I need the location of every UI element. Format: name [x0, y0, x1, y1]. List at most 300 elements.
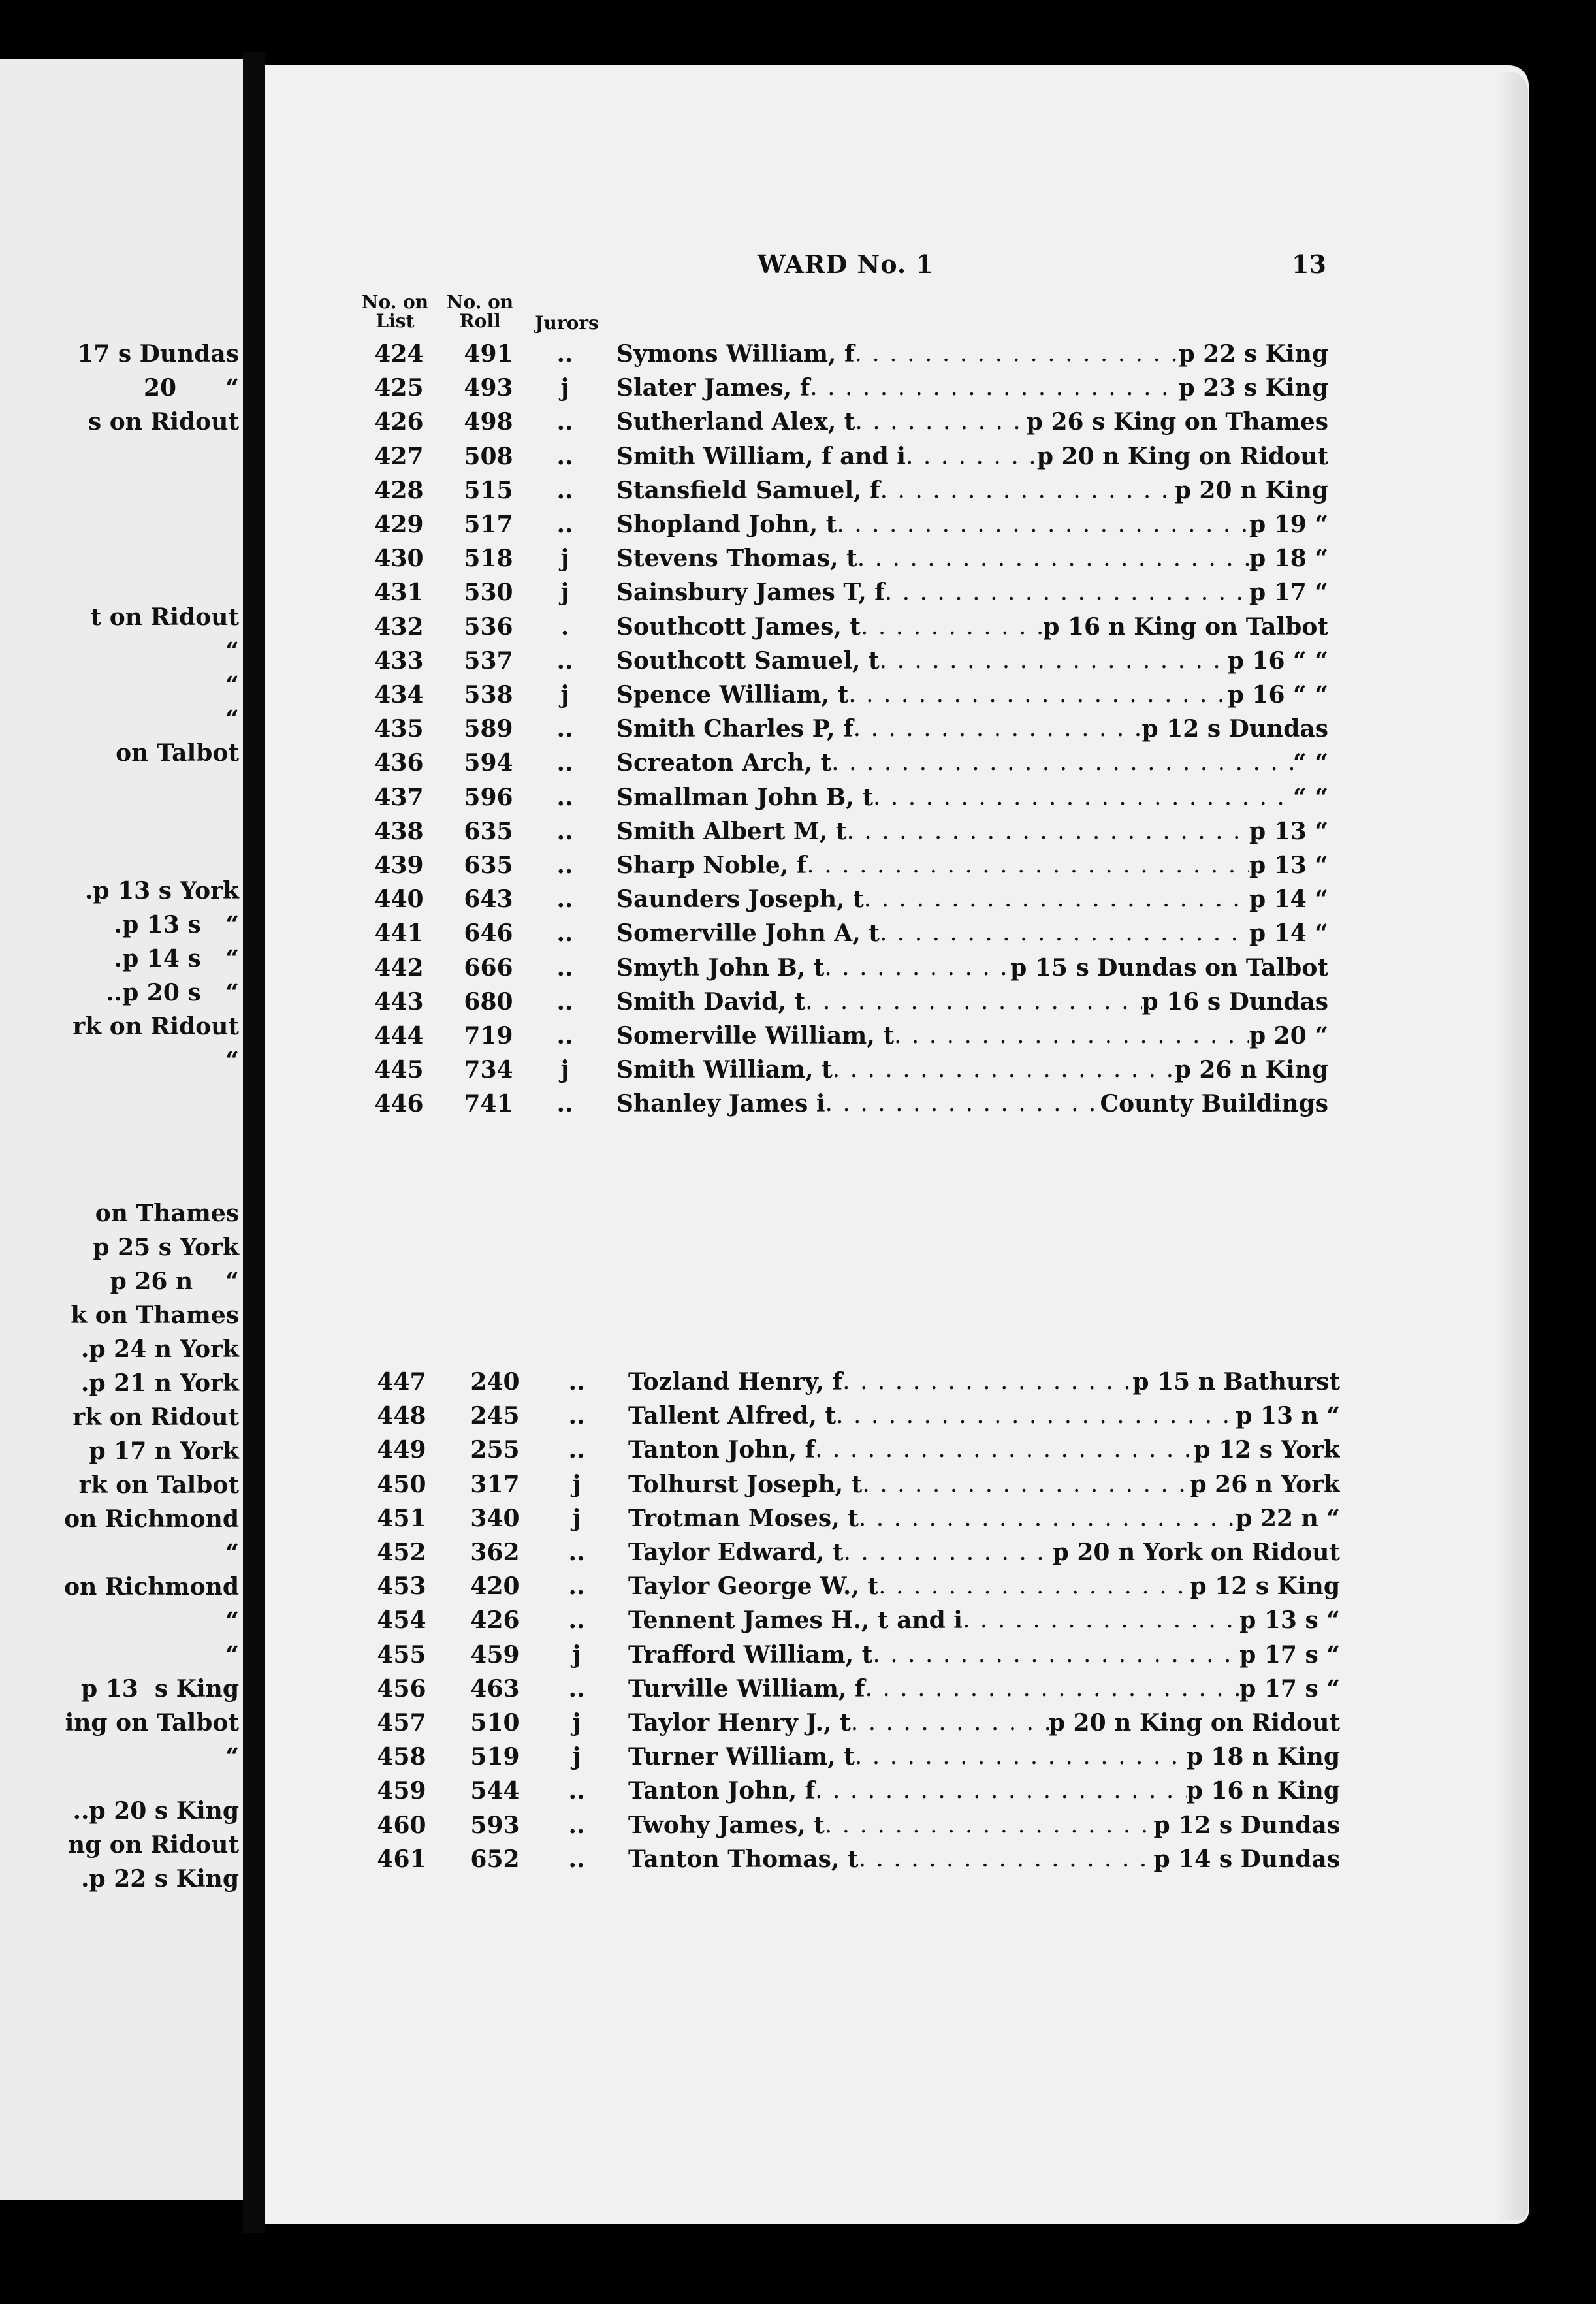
juror-mark: ..	[568, 1674, 585, 1703]
previous-page-line: rk on Talbot	[78, 1471, 239, 1499]
previous-page-line: .p 22 s King	[81, 1864, 239, 1893]
list-number: 443	[374, 987, 424, 1016]
voter-entry	[616, 473, 1328, 507]
dot-leader	[880, 644, 1228, 678]
list-number: 451	[377, 1504, 426, 1532]
roll-number: 517	[464, 511, 513, 538]
roll-number: 646	[464, 920, 513, 948]
voter-address: p 15 s Dundas on Talbot	[1010, 953, 1328, 982]
list-number: 437	[374, 783, 424, 811]
ward-heading: WARD No. 1	[758, 249, 934, 279]
voter-name: Smyth John B, t	[616, 953, 825, 982]
list-number: 449	[377, 1436, 426, 1464]
voter-address: p 17 s “	[1239, 1674, 1340, 1703]
list-number: 440	[374, 886, 424, 914]
voter-address: p 12 s York	[1194, 1436, 1340, 1464]
voter-entry	[628, 1638, 1340, 1672]
roll-number: 493	[464, 374, 513, 402]
previous-page-line: on Talbot	[116, 739, 239, 767]
voter-row	[0, 1467, 1596, 1501]
dot-leader	[854, 337, 1178, 371]
voter-address: p 22 s King	[1178, 340, 1328, 368]
previous-page-line: ing on Talbot	[65, 1708, 239, 1736]
voter-address: p 12 s Dundas	[1153, 1811, 1340, 1839]
voter-name: Saunders Joseph, t	[616, 886, 864, 914]
voter-row	[0, 1808, 1596, 1842]
voter-row	[0, 507, 1596, 541]
juror-mark: ..	[556, 817, 573, 845]
dot-leader	[833, 1053, 1175, 1087]
juror-mark: ..	[568, 1539, 585, 1566]
roll-number: 245	[470, 1402, 520, 1430]
list-number: 461	[377, 1845, 426, 1873]
list-number: 424	[374, 340, 424, 368]
roll-number: 680	[464, 987, 513, 1016]
juror-mark: j	[572, 1709, 581, 1736]
voter-entry	[628, 1535, 1340, 1569]
juror-mark: j	[572, 1504, 581, 1532]
voter-address: p 17 s “	[1239, 1640, 1340, 1669]
voter-address: p 16 “ “	[1227, 647, 1328, 675]
list-number: 438	[374, 817, 424, 845]
list-number: 453	[377, 1573, 426, 1601]
juror-mark: ..	[568, 1368, 585, 1396]
voter-name: Tanton John, f	[628, 1777, 816, 1805]
voter-entry	[616, 507, 1328, 541]
voter-name: Twohy James, t	[628, 1811, 825, 1839]
previous-page-line: s on Ridout	[88, 408, 239, 436]
voter-address: p 16 s Dundas	[1141, 987, 1328, 1016]
list-number: 430	[374, 545, 424, 573]
dot-leader	[861, 610, 1043, 644]
voter-entry	[628, 1706, 1340, 1740]
roll-number: 734	[464, 1056, 513, 1084]
voter-row	[0, 780, 1596, 814]
voter-row	[0, 1638, 1596, 1672]
juror-mark: ..	[556, 783, 573, 811]
juror-mark: ..	[556, 953, 573, 982]
voter-row	[0, 1365, 1596, 1399]
voter-entry	[616, 951, 1328, 985]
voter-name: Stansfield Samuel, f	[616, 476, 880, 504]
juror-mark: ..	[568, 1573, 585, 1601]
voter-row	[0, 951, 1596, 985]
roll-number: 643	[464, 886, 513, 914]
column-header-roll: No. on Roll	[446, 291, 514, 332]
dot-leader	[848, 678, 1227, 712]
voter-entry	[616, 1019, 1328, 1053]
previous-page-line: k on Thames	[71, 1301, 239, 1329]
voter-entry	[628, 1501, 1340, 1535]
voter-entry	[616, 746, 1328, 780]
voter-row	[0, 1019, 1596, 1053]
voter-entry	[616, 644, 1328, 678]
dot-leader	[854, 712, 1142, 746]
previous-page-line: on Thames	[95, 1199, 239, 1227]
voter-address: County Buildings	[1100, 1090, 1328, 1118]
voter-name: Smith William, t	[616, 1056, 833, 1084]
roll-number: 510	[470, 1709, 520, 1736]
dot-leader	[894, 1019, 1249, 1053]
roll-number: 498	[464, 408, 513, 436]
list-number: 444	[374, 1022, 424, 1049]
voter-row	[0, 1774, 1596, 1808]
voter-entry	[628, 1842, 1340, 1876]
voter-entry	[628, 1433, 1340, 1467]
voter-name: Somerville John A, t	[616, 920, 880, 948]
roll-number: 635	[464, 817, 513, 845]
voter-row	[0, 746, 1596, 780]
voter-address: p 16 n King	[1186, 1777, 1340, 1805]
voter-address: p 20 n King on Ridout	[1036, 442, 1328, 470]
juror-mark: ..	[568, 1777, 585, 1805]
dot-leader	[806, 848, 1249, 882]
voter-name: Tallent Alfred, t	[628, 1402, 837, 1430]
voter-name: Taylor Edward, t	[628, 1539, 844, 1566]
voter-address: p 20 n King	[1174, 476, 1328, 504]
column-header-list: No. on List	[361, 291, 429, 332]
voter-row	[0, 985, 1596, 1019]
previous-page-line: rk on Ridout	[72, 1403, 239, 1431]
roll-number: 255	[470, 1436, 520, 1464]
list-number: 434	[374, 681, 424, 709]
voter-entry	[628, 1569, 1340, 1603]
previous-page-line: “	[225, 1607, 239, 1635]
voter-name: Somerville William, t	[616, 1022, 894, 1049]
voter-address: “ “	[1293, 749, 1328, 777]
voter-name: Smallman John B, t	[616, 783, 873, 811]
list-number: 458	[377, 1743, 426, 1771]
list-number: 442	[374, 953, 424, 982]
voter-row	[0, 678, 1596, 712]
voter-row	[0, 1672, 1596, 1706]
voter-address: p 13 “	[1249, 852, 1328, 879]
voter-entry	[616, 1053, 1328, 1087]
voter-name: Turner William, t	[628, 1743, 855, 1771]
voter-entry	[628, 1603, 1340, 1637]
voter-entry	[616, 678, 1328, 712]
juror-mark: ..	[556, 476, 573, 504]
juror-mark: j	[560, 681, 569, 709]
voter-name: Spence William, t	[616, 681, 849, 709]
voter-entry	[628, 1467, 1340, 1501]
voter-address: p 15 n Bathurst	[1132, 1368, 1340, 1396]
juror-mark: j	[560, 1056, 569, 1084]
voter-address: p 18 n King	[1186, 1743, 1340, 1771]
roll-number: 596	[464, 783, 513, 811]
previous-page-line: p 26 n “	[110, 1267, 239, 1295]
voter-entry	[616, 848, 1328, 882]
roll-number: 593	[470, 1811, 520, 1839]
voter-name: Tolhurst Joseph, t	[628, 1470, 863, 1498]
juror-mark: ..	[556, 920, 573, 948]
dot-leader	[842, 1365, 1132, 1399]
voter-name: Stevens Thomas, t	[616, 545, 857, 573]
roll-number: 741	[464, 1090, 513, 1118]
voter-name: Turville William, f	[628, 1674, 865, 1703]
juror-mark: j	[572, 1470, 581, 1498]
juror-mark: ..	[556, 647, 573, 675]
voter-entry	[616, 575, 1328, 609]
dot-leader	[805, 985, 1141, 1019]
dot-leader	[815, 1774, 1187, 1808]
list-number: 427	[374, 442, 424, 470]
list-number: 459	[377, 1777, 426, 1805]
voter-row	[0, 814, 1596, 848]
voter-address: p 22 n “	[1236, 1504, 1340, 1532]
previous-page-line: ..p 20 s King	[72, 1797, 239, 1825]
voter-address: p 26 n York	[1190, 1470, 1340, 1498]
previous-page-line: .p 21 n York	[80, 1369, 239, 1397]
roll-number: 508	[464, 442, 513, 470]
juror-mark: ..	[556, 408, 573, 436]
voter-row	[0, 1399, 1596, 1433]
list-number: 428	[374, 476, 424, 504]
roll-number: 240	[470, 1368, 520, 1396]
juror-mark: j	[560, 579, 569, 607]
voter-address: p 14 “	[1249, 920, 1328, 948]
list-number: 445	[374, 1056, 424, 1084]
dot-leader	[815, 1433, 1194, 1467]
voter-name: Smith Albert M, t	[616, 817, 847, 845]
voter-entry	[616, 712, 1328, 746]
voter-address: p 20 n King on Ridout	[1048, 1709, 1340, 1736]
list-number: 455	[377, 1640, 426, 1669]
voter-address: p 18 “	[1249, 545, 1328, 573]
dot-leader	[864, 882, 1249, 916]
dot-leader	[878, 1569, 1190, 1603]
juror-mark: ..	[556, 442, 573, 470]
voter-name: Slater James, f	[616, 374, 810, 402]
voter-entry	[616, 985, 1328, 1019]
dot-leader	[906, 440, 1037, 473]
list-number: 433	[374, 647, 424, 675]
dot-leader	[859, 1842, 1154, 1876]
voter-name: Southcott Samuel, t	[616, 647, 880, 675]
roll-number: 635	[464, 852, 513, 879]
roll-number: 719	[464, 1022, 513, 1049]
voter-name: Smith Charles P, f	[616, 715, 854, 743]
voter-row	[0, 405, 1596, 439]
roll-number: 420	[470, 1573, 520, 1601]
voter-name: Southcott James, t	[616, 613, 861, 641]
roll-number: 491	[464, 340, 513, 368]
roll-number: 362	[470, 1539, 520, 1566]
voter-row	[0, 337, 1596, 371]
voter-entry	[628, 1774, 1340, 1808]
voter-entry	[616, 337, 1328, 371]
voter-name: Trotman Moses, t	[628, 1504, 859, 1532]
juror-mark: ..	[568, 1845, 585, 1873]
roll-number: 536	[464, 613, 513, 641]
voter-row	[0, 473, 1596, 507]
voter-name: Smith William, f and i	[616, 442, 906, 470]
voter-address: p 14 s Dundas	[1153, 1845, 1340, 1873]
voter-row	[0, 575, 1596, 609]
dot-leader	[810, 371, 1178, 405]
voter-name: Symons William, f	[616, 340, 855, 368]
voter-entry	[616, 405, 1328, 439]
list-number: 460	[377, 1811, 426, 1839]
voter-name: Tozland Henry, f	[628, 1368, 843, 1396]
voter-name: Shanley James i	[616, 1090, 825, 1118]
voter-address: “ “	[1293, 783, 1328, 811]
list-number: 457	[377, 1709, 426, 1736]
voter-name: Shopland John, t	[616, 511, 837, 538]
dot-leader	[865, 1672, 1239, 1706]
voter-name: Screaton Arch, t	[616, 749, 832, 777]
voter-entry	[616, 814, 1328, 848]
juror-mark: j	[572, 1640, 581, 1669]
voter-entry	[616, 371, 1328, 405]
voter-address: p 23 s King	[1178, 374, 1328, 402]
voter-entry	[616, 610, 1328, 644]
previous-page-line: on Richmond	[64, 1505, 239, 1533]
voter-name: Taylor George W., t	[628, 1573, 879, 1601]
juror-mark: j	[560, 374, 569, 402]
juror-mark: ..	[568, 1811, 585, 1839]
dot-leader	[824, 951, 1010, 985]
dot-leader	[873, 780, 1293, 814]
previous-page-line: .p 24 n York	[80, 1335, 239, 1363]
list-number: 441	[374, 920, 424, 948]
dot-leader	[872, 1638, 1239, 1672]
previous-page-line: .p 14 s “	[114, 944, 239, 972]
voter-row	[0, 644, 1596, 678]
previous-page-line: “	[225, 637, 239, 665]
voter-name: Sainsbury James T, f	[616, 579, 885, 607]
juror-mark: .	[560, 613, 569, 641]
dot-leader	[862, 1467, 1190, 1501]
voter-entry	[616, 1087, 1328, 1121]
list-number: 431	[374, 579, 424, 607]
voter-address: p 26 n King	[1174, 1056, 1328, 1084]
column-header-jurors: Jurors	[535, 312, 599, 334]
voter-row	[0, 1740, 1596, 1774]
roll-number: 340	[470, 1504, 520, 1532]
list-number: 447	[377, 1368, 426, 1396]
voter-row	[0, 848, 1596, 882]
voter-row	[0, 541, 1596, 575]
voter-address: p 16 “ “	[1227, 681, 1328, 709]
voter-entry	[628, 1808, 1340, 1842]
roll-number: 519	[470, 1743, 520, 1771]
roll-number: 317	[470, 1470, 520, 1498]
list-number: 435	[374, 715, 424, 743]
previous-page-line: “	[225, 705, 239, 733]
previous-page-line: on Richmond	[64, 1573, 239, 1601]
roll-number: 537	[464, 647, 513, 675]
dot-leader	[851, 1706, 1049, 1740]
voter-address: p 26 s King on Thames	[1026, 408, 1328, 436]
list-number: 448	[377, 1402, 426, 1430]
voter-name: Tanton John, f	[628, 1436, 816, 1464]
voter-address: p 19 “	[1249, 511, 1328, 538]
previous-page-line: “	[225, 1539, 239, 1567]
list-number: 452	[377, 1539, 426, 1566]
voter-row	[0, 1535, 1596, 1569]
dot-leader	[855, 405, 1026, 439]
voter-entry	[616, 780, 1328, 814]
voter-row	[0, 610, 1596, 644]
previous-page-line: 20 “	[143, 374, 239, 402]
roll-number: 530	[464, 579, 513, 607]
voter-entry	[628, 1399, 1340, 1433]
dot-leader	[857, 541, 1249, 575]
voter-name: Smith David, t	[616, 987, 806, 1016]
previous-page-line: “	[225, 1640, 239, 1669]
voter-row	[0, 712, 1596, 746]
previous-page-line: “	[225, 671, 239, 699]
juror-mark: ..	[556, 1090, 573, 1118]
previous-page-line: t on Ridout	[90, 603, 239, 631]
dot-leader	[963, 1603, 1239, 1637]
previous-page-line: p 17 n York	[89, 1437, 239, 1465]
dot-leader	[836, 1399, 1236, 1433]
juror-mark: ..	[568, 1607, 585, 1635]
roll-number: 594	[464, 749, 513, 777]
voter-entry	[628, 1740, 1340, 1774]
dot-leader	[885, 575, 1249, 609]
roll-number: 463	[470, 1674, 520, 1703]
juror-mark: ..	[556, 852, 573, 879]
voter-row	[0, 882, 1596, 916]
voter-name: Tanton Thomas, t	[628, 1845, 859, 1873]
list-number: 456	[377, 1674, 426, 1703]
voter-name: Taylor Henry J., t	[628, 1709, 851, 1736]
juror-mark: ..	[556, 987, 573, 1016]
dot-leader	[859, 1501, 1236, 1535]
voter-entry	[628, 1672, 1340, 1706]
previous-page-line: .p 13 s York	[84, 876, 239, 904]
voter-entry	[616, 882, 1328, 916]
dot-leader	[844, 1535, 1053, 1569]
voter-entry	[616, 440, 1328, 473]
voter-address: p 20 “	[1249, 1022, 1328, 1049]
voter-address: p 13 s “	[1239, 1607, 1340, 1635]
list-number: 426	[374, 408, 424, 436]
dot-leader	[837, 507, 1249, 541]
voter-row	[0, 1706, 1596, 1740]
voter-name: Sutherland Alex, t	[616, 408, 855, 436]
voter-address: p 17 “	[1249, 579, 1328, 607]
voter-address: p 13 n “	[1236, 1402, 1340, 1430]
roll-number: 652	[470, 1845, 520, 1873]
dot-leader	[880, 916, 1249, 950]
previous-page-line: .p 13 s “	[114, 910, 239, 938]
voter-address: p 12 s King	[1190, 1573, 1340, 1601]
page-number: 13	[1292, 249, 1326, 279]
dot-leader	[880, 473, 1175, 507]
voter-entry	[628, 1365, 1340, 1399]
previous-page-line: p 25 s York	[93, 1233, 239, 1261]
juror-mark: ..	[556, 1022, 573, 1049]
roll-number: 666	[464, 953, 513, 982]
dot-leader	[831, 746, 1293, 780]
dot-leader	[855, 1740, 1187, 1774]
juror-mark: ..	[556, 886, 573, 914]
previous-page-line: 17 s Dundas	[77, 340, 239, 368]
dot-leader	[825, 1808, 1154, 1842]
roll-number: 459	[470, 1640, 520, 1669]
list-number: 432	[374, 613, 424, 641]
roll-number: 426	[470, 1607, 520, 1635]
voter-address: p 14 “	[1249, 886, 1328, 914]
voter-row	[0, 916, 1596, 950]
dot-leader	[846, 814, 1249, 848]
juror-mark: ..	[568, 1402, 585, 1430]
dot-leader	[825, 1087, 1100, 1121]
